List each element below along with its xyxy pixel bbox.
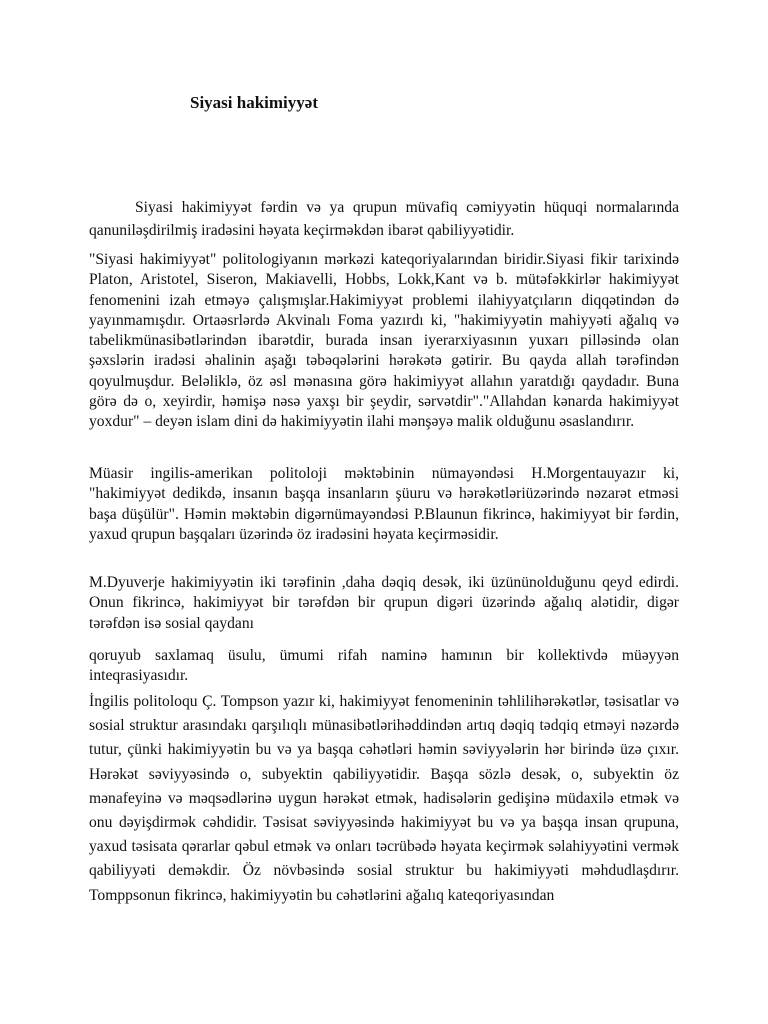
paragraph-text: Siyasi hakimiyyət fərdin və ya qrupun müvafiq cəmiyyətin hüquqi normalarında qanuniləşdirilmiş iradəsini həyata keçirməkdən ibarət qabiliyyətidir. — [89, 199, 679, 239]
paragraph-text: qoruyub saxlamaq üsulu, ümumi rifah naminə hamının bir kollektivdə müəyyən inteqrasiyasıdır. — [89, 647, 679, 685]
paragraph-duverger-continued — [89, 646, 679, 687]
paragraph-anglo-american-school — [89, 464, 679, 545]
paragraph-history — [89, 250, 679, 433]
paragraph-text: "Siyasi hakimiyyət" politologiyanın mərkəzi kateqoriyalarından biridir.Siyasi fikir tarixində Platon, Aristotel, Siseron, Makiavelli, Hobbs, Lokk,Kant və b. mütəfəkkirlər hakimiyyət fenomenini izah etməyə çalışmışlar.Hakimiyyət problemi ilahiyyatçıların diqqətindən də yayınmamışdır. Ortaəsrlərdə Akvinalı Foma yazırdı ki, "hakimiyyətin mahiyyəti ağalıq və tabelikmünasibətlərindən ibarətdir, burada insan iyerarxiyasının yuxarı pilləsində olan şəxslərin iradəsi əhalinin aşağı təbəqələrini hərəkətə gətirir. Bu qayda allah tərəfindən qoyulmuşdur. Beləliklə, öz əsl mənasına görə hakimiyyət allahın yaratdığı qaydadır. Buna görə də o, xeyirdir, həmişə nəsə yaxşı bir şeydir, sərvətdir"."Allahdan kənarda hakimiyyət yoxdur" – deyən islam dini də hakimiyyətin ilahi mənşəyə malik olduğunu əsaslandırır. — [89, 251, 679, 431]
paragraph-text: M.Dyuverje hakimiyyətin iki tərəfinin ,daha dəqiq desək, iki üzününolduğunu qeyd edirdi. Onun fikrincə, hakimiyyət bir tərəfdən bir qrupun digəri üzərində ağalıq alətidir, digər tərəfdən isə sosial qaydanı — [89, 574, 679, 632]
paragraph-text: Müasir ingilis-amerikan politoloji məktəbinin nümayəndəsi H.Morgentauyazır ki, "hakimiyyət dedikdə, insanın başqa insanların şüuru və hərəkətləriüzərində nəzarət etməsi başa düşülür". Həmin məktəbin digərnümayəndəsi P.Blaunun fikrincə, hakimiyyət bir fərdin, yaxud qrupun başqaları üzərində öz iradəsini həyata keçirməsidir. — [89, 465, 679, 543]
paragraph-text: İngilis politoloqu Ç. Tompson yazır ki, hakimiyyət fenomeninin təhlilihərəkətlər, təsisatlar və sosial struktur arasındakı qarşılıqlı münasibətlərihəddindən artıq dəqiq tədqiq etməyi nəzərdə tutur, çünki hakimiyyətin bu və ya başqa cəhətləri həmin səviyyələrin hər birində üzə çıxır. Hərəkət səviyyəsində o, subyektin qabiliyyətidir. Başqa sözlə desək, o, subyektin öz mənafeyinə və məqsədlərinə uygun hərəkət etmək, hadisələrin gedişinə müdaxilə etmək və onu dəyişdirmək cəhdidir. Təsisat səviyyəsində hakimiyyət bu və ya başqa insan qrupuna, yaxud təsisata qərarlar qəbul etmək və onları təcrübədə həyata keçirmək səlahiyyətini vermək qabiliyyəti deməkdir. Öz növbəsində sosial struktur bu hakimiyyəti məhdudlaşdırır. Tomppsonun fikrincə, hakimiyyətin bu cəhətlərini ağalıq kateqoriyasından — [89, 693, 679, 904]
paragraph-definition — [89, 196, 679, 242]
paragraph-thompson — [89, 690, 679, 908]
document-title: Siyasi hakimiyyət — [190, 93, 318, 112]
paragraph-duverger — [89, 573, 679, 634]
